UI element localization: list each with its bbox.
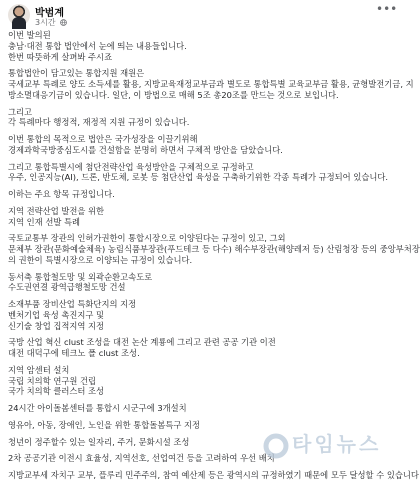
post-header: [0, 0, 400, 30]
post-meta: [35, 17, 67, 28]
post-line: 국세교부 특례로 양도 소득세를 활용, 지방교육재정교부금과 별도로 통합특별 교육교부금 활용, 균형발전기금, 지: [8, 79, 414, 89]
post-line: 통합법안이 담고있는 통합지원 재원은: [8, 68, 145, 79]
post-line: 지역 전략산업 발전을 위한: [8, 205, 105, 216]
author-avatar[interactable]: [8, 4, 30, 26]
post-line: 이하는 주요 항목 규정입니다.: [8, 189, 115, 199]
post-line: 소재부품 장비산업 특화단지의 지정: [8, 299, 137, 309]
post-line: 2차 공공기관 이전시 효율성, 지역선호, 선업여건 등을 고려하여 우선 배치: [8, 453, 275, 464]
post-line: 한번 따뜻하게 살펴봐 주시죠: [8, 51, 113, 62]
post-line: 지역 암센터 설치: [8, 364, 70, 375]
more-horizontal-icon[interactable]: •••: [376, 2, 398, 16]
post-line: 청년이 정주할수 있는 일자리, 주거, 문화시설 조성: [8, 436, 190, 447]
post-line: 방소멸대응기금이 있습니다. 일단, 이 방법으로 매해 5조 총20조를 만드는 것으로 보입니다.: [8, 89, 339, 100]
post-line: 이번 통합의 목적으로 법안은 국가성장을 이끌기위해: [8, 134, 198, 144]
post-line: 동서축 통합철도망 및 외곽순환고속도로: [8, 271, 153, 282]
post-line: 우주, 인공지능(AI), 드론, 반도체, 로봇 등 첨단산업 육성을 구축하기위한 각종 특례가 규정되어 있습니다.: [8, 172, 389, 183]
post-line: 국토교통부 장관의 인허가권한이 통합시장으로 이양된다는 규정이 있고, 그외: [8, 233, 286, 244]
post-line: 벤처기업 육성 촉진지구 및: [8, 309, 105, 320]
watermark-text: 타임뉴스: [292, 432, 382, 456]
post-line: 충남·대전 통합 법안에서 눈에 띄는 내용들입니다.: [8, 40, 187, 51]
post-line: 의 권한이 특별시장으로 이양되는 규정이 있습니다.: [8, 254, 193, 265]
post-time[interactable]: 3시간: [35, 18, 56, 27]
post-line: 국립 치의학 연구원 건립: [8, 375, 97, 386]
post-line: 영유아, 아동, 장애인, 노인을 위한 통합돌봄특구 지정: [8, 419, 201, 430]
globe-icon: [60, 19, 67, 26]
post-line: 문체부 장관(문화예술체육) 농림식품부장관(푸드테크 등 다수) 해수부장관(해양레저 등) 산림청장 등의 중앙부처장: [8, 244, 420, 254]
post-line: 각 특례마다 행정적, 재정적 지원 규정이 있습니다.: [8, 117, 190, 128]
post-line: 지역 인재 선발 특례: [8, 216, 81, 227]
post-line: 수도권연결 광역급행철도망 건설: [8, 282, 126, 293]
post-line: 국방 산업 혁신 clust 조성을 대전 논산 계룡에 그리고 관련 공공 기관 이전: [8, 337, 276, 348]
post-line: 신기술 창업 집적지역 지정: [8, 320, 105, 331]
post-line: 대전 대덕구에 테크노 폴 clust 조성.: [8, 348, 140, 358]
post-line: 이번 발의된: [8, 30, 51, 40]
post-line: 경제과학국방중심도시를 건설함을 분명히 하면서 구체적 방안을 담았습니다.: [8, 144, 283, 155]
post-line: 지방교부세 자치구 교부, 플루리 민주주의, 참여 예산제 등은 광역시의 규정하였기 때문에 모두 달성할 수 있습니다: [8, 470, 419, 480]
author-name[interactable]: 박범계: [35, 8, 64, 19]
post-line: 국가 치의학 클러스터 조성: [8, 386, 105, 397]
post-line: 그리고 통합특별시에 첨단전략산업 육성방안을 구체적으로 규정하고: [8, 161, 254, 172]
post-line: 그리고: [8, 106, 33, 117]
post-body: [8, 30, 420, 481]
post-line: 24시간 아이돌봄센터를 통합시 시군구에 3개설치: [8, 403, 187, 413]
